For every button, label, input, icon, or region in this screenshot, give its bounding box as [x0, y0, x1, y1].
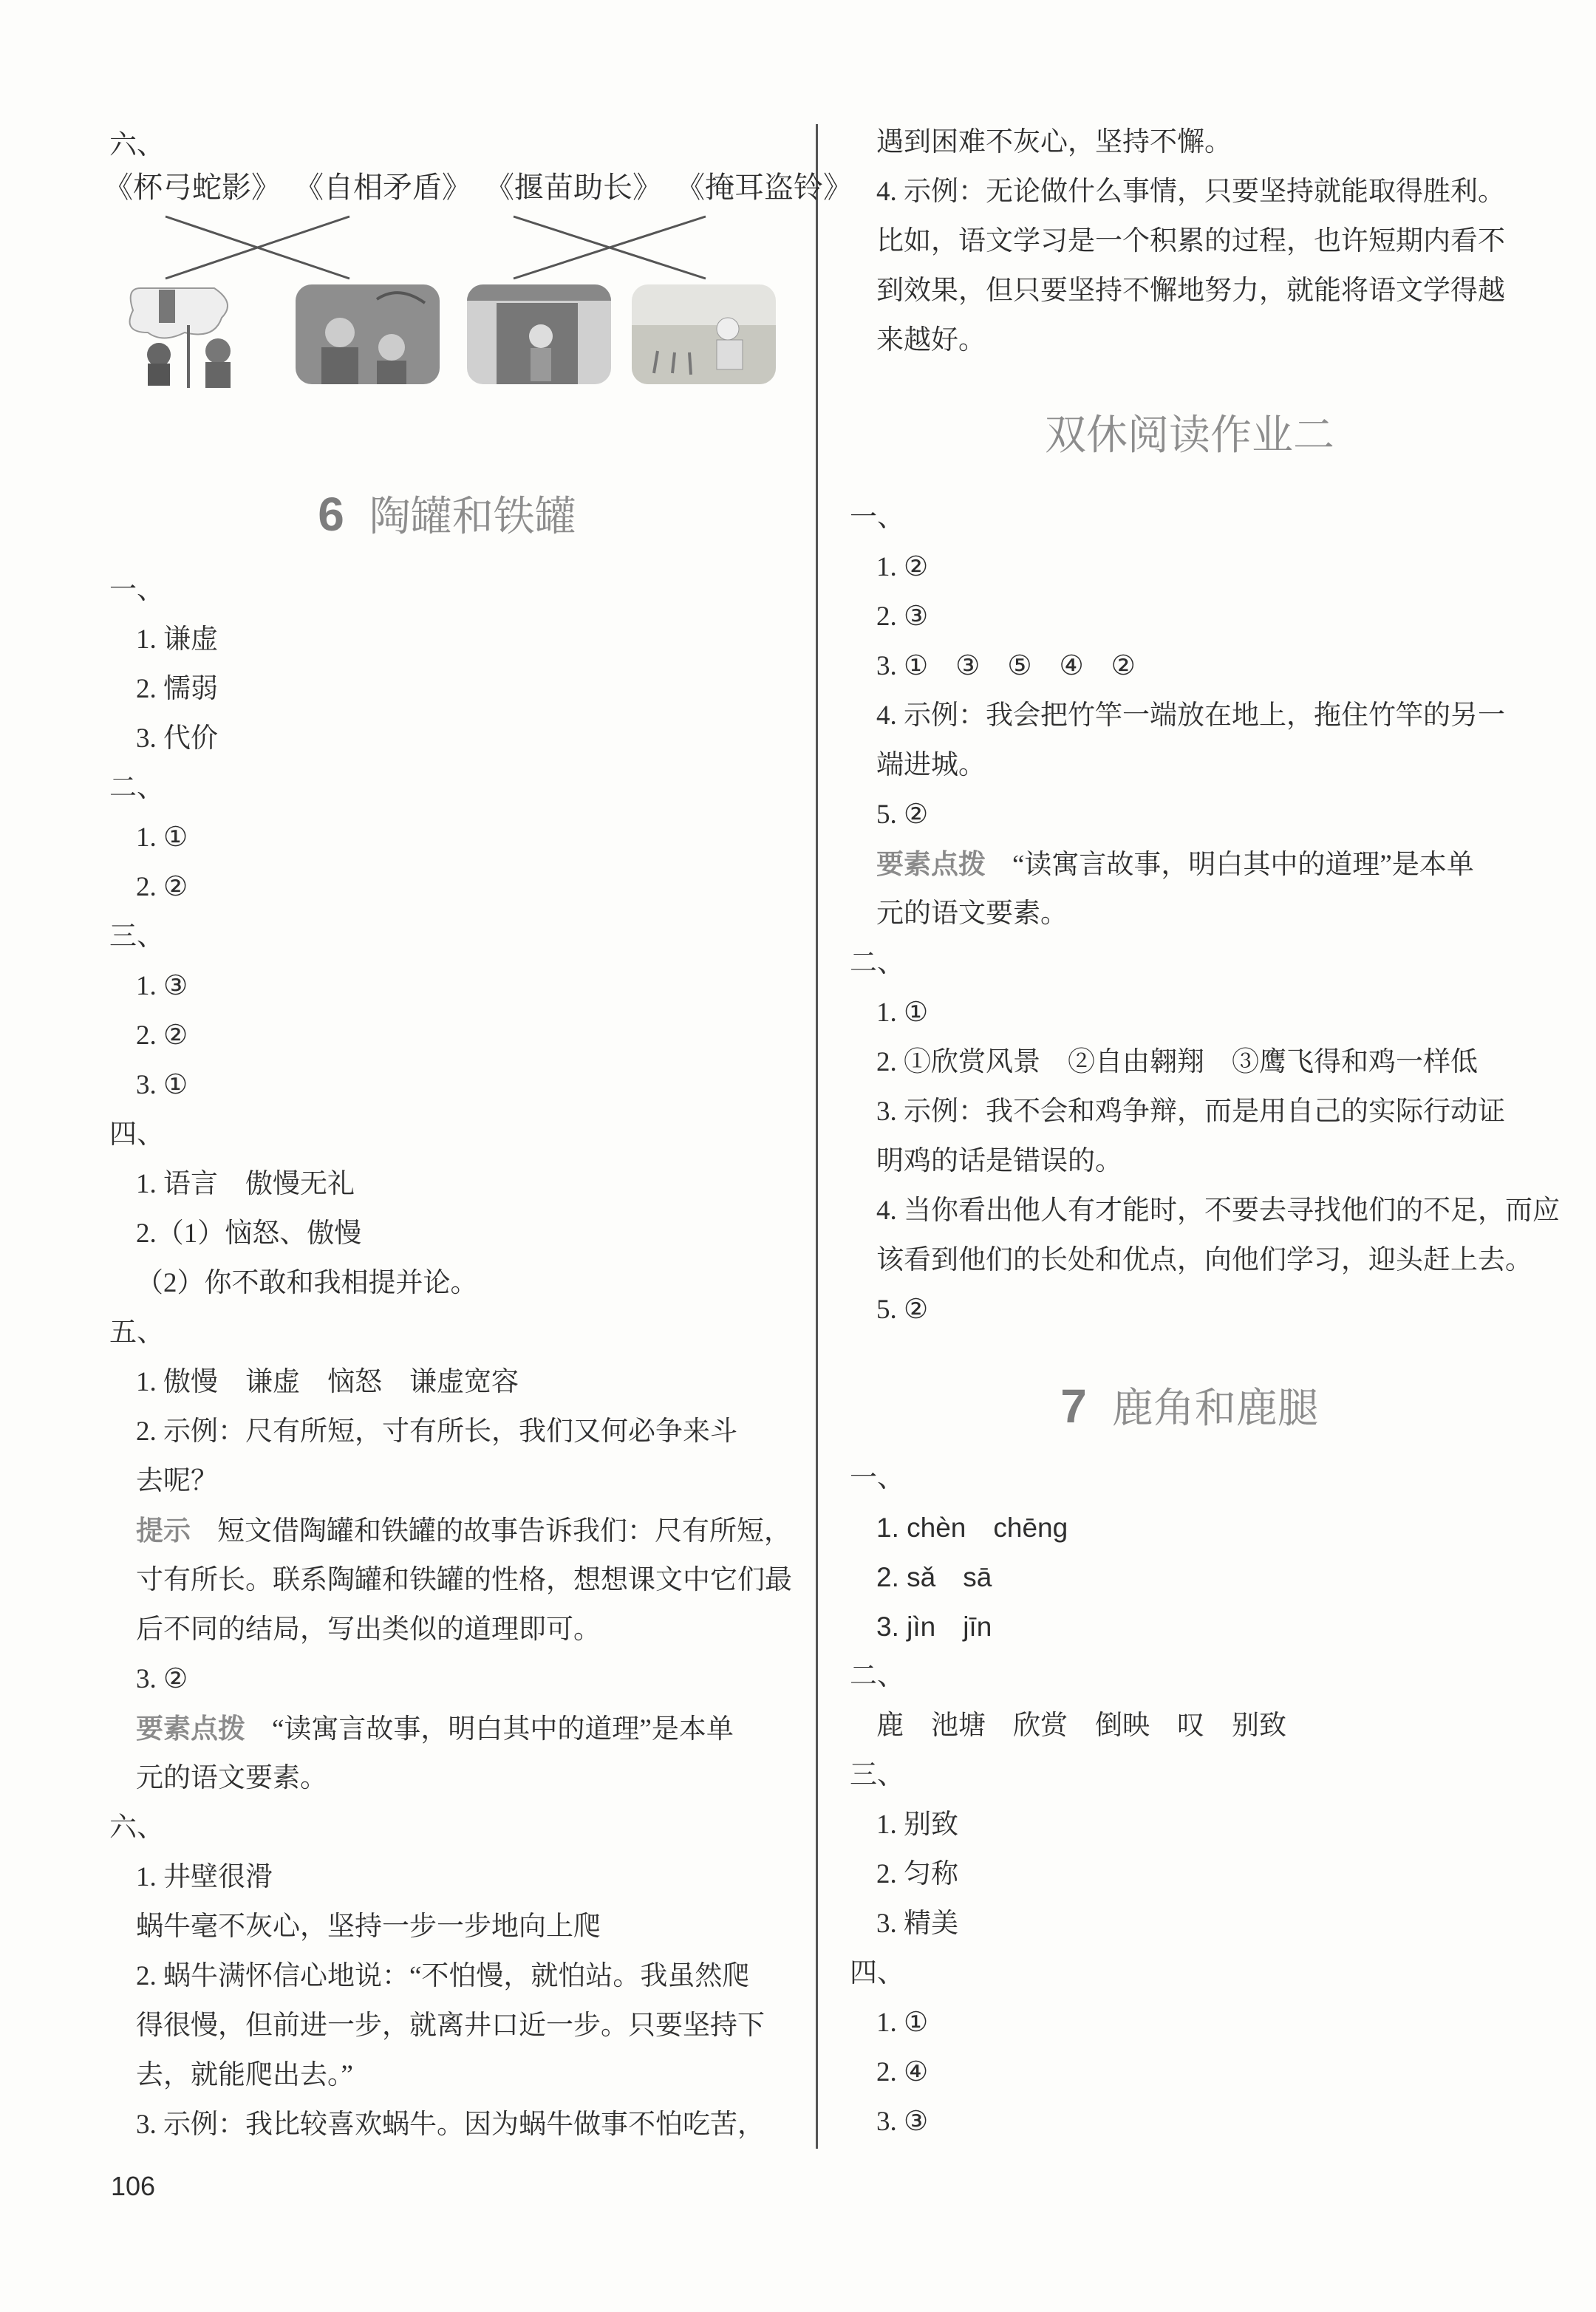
chapter-6-heading	[111, 484, 783, 543]
section-label: 一、	[850, 502, 904, 533]
key-point-label: 要素点拨	[136, 1713, 245, 1744]
chapter-7-answers	[850, 1453, 1530, 2146]
answer-line: 3. ①	[136, 1070, 188, 1100]
key-point-line	[850, 839, 1530, 889]
answer-line: 2.（1）恼怒、傲慢	[136, 1218, 362, 1249]
section-label: 三、	[850, 1760, 904, 1790]
section-label: 二、	[850, 948, 904, 978]
answer-line: 2. 匀称	[876, 1859, 958, 1889]
section-label: 三、	[109, 921, 164, 952]
key-point-text: “读寓言故事，明白其中的道理”是本单	[272, 1714, 734, 1745]
section-label: 二、	[109, 773, 164, 803]
key-point-line	[109, 1704, 789, 1753]
section-label: 五、	[109, 1317, 164, 1348]
answer-line: 3. ① ③ ⑤ ④ ②	[876, 651, 1136, 681]
answer-line: 2. ④	[876, 2057, 929, 2087]
answer-line: 来越好。	[876, 325, 986, 355]
answer-line: 2. 蜗牛满怀信心地说：“不怕慢，就怕站。我虽然爬	[136, 1961, 750, 1991]
illustration-spear-shield	[296, 284, 440, 384]
answer-line: 2. ③	[876, 601, 929, 632]
answer-line: 4. 示例：无论做什么事情，只要坚持就能取得胜利。	[876, 177, 1505, 207]
answer-line: 3. ②	[136, 1664, 188, 1694]
answer-line: 该看到他们的长处和优点，向他们学习，迎头赶上去。	[876, 1245, 1532, 1275]
answer-line: 2. sǎ sā	[876, 1562, 992, 1592]
answer-line: 1. ①	[876, 2008, 929, 2038]
tip-line	[109, 1506, 789, 1555]
illustration-cup-bow-snake	[118, 281, 273, 388]
answer-line: 蜗牛毫不灰心，坚持一步一步地向上爬	[136, 1912, 601, 1942]
section-label: 六、	[109, 130, 164, 160]
answer-line: 比如，语文学习是一个积累的过程，也许短期内看不	[876, 226, 1505, 256]
answer-line: 明鸡的话是错误的。	[876, 1146, 1122, 1176]
key-point-label: 要素点拨	[876, 849, 986, 879]
section-label: 四、	[109, 1119, 164, 1150]
key-point-text: 元的语文要素。	[136, 1763, 327, 1793]
illustration-bell-thief	[467, 284, 611, 384]
tip-label: 提示	[136, 1515, 191, 1546]
right-top-answers	[850, 117, 1530, 365]
answer-line: 1. 谦虚	[136, 624, 218, 655]
key-point-text: 元的语文要素。	[876, 898, 1068, 929]
answer-line: 去呢？	[136, 1466, 218, 1496]
answer-line: 1. ③	[136, 971, 188, 1001]
answer-line: （2）你不敢和我相提并论。	[136, 1268, 478, 1298]
answer-line: 端进城。	[876, 750, 986, 780]
answer-line: 去，就能爬出去。”	[136, 2060, 353, 2090]
answer-line: 5. ②	[876, 1295, 929, 1325]
answer-line: 到效果，但只要坚持不懈地努力，就能将语文学得越	[876, 276, 1505, 306]
answer-line: 1. chèn chēng	[876, 1513, 1068, 1543]
answer-line: 1. ②	[876, 552, 929, 582]
answer-line: 2. ①欣赏风景 ②自由翱翔 ③鹰飞得和鸡一样低	[876, 1047, 1478, 1077]
tip-text: 短文借陶罐和铁罐的故事告诉我们：尺有所短，	[217, 1516, 791, 1547]
answer-line: 3. 代价	[136, 723, 218, 754]
answer-line: 3. jìn jīn	[876, 1612, 992, 1642]
section-label: 一、	[850, 1463, 904, 1493]
answer-line: 3. ③	[876, 2107, 929, 2137]
answer-line: 3. 精美	[876, 1909, 958, 1939]
page-number: 106	[111, 2171, 156, 2201]
answer-line: 2. 懦弱	[136, 674, 218, 704]
answer-line: 3. 示例：我不会和鸡争辩，而是用自己的实际行动证	[876, 1097, 1505, 1127]
tip-text: 后不同的结局，写出类似的道理即可。	[136, 1614, 601, 1645]
answer-line: 1. ①	[136, 822, 188, 853]
chapter-title: 陶罐和铁罐	[369, 493, 576, 539]
column-divider	[816, 124, 818, 2149]
answer-line: 1. 井壁很滑	[136, 1862, 273, 1892]
section-label: 二、	[850, 1661, 904, 1691]
answer-line: 1. 别致	[876, 1810, 958, 1840]
section-label: 一、	[109, 575, 164, 605]
weekend-answers	[850, 493, 1560, 1334]
answer-line: 1. 傲慢 谦虚 恼怒 谦虚宽容	[136, 1367, 519, 1397]
answer-line: 4. 示例：我会把竹竿一端放在地上，拖住竹竿的另一	[876, 700, 1505, 731]
illustration-seedlings	[632, 284, 776, 384]
chapter-7-heading	[850, 1376, 1530, 1435]
chapter-number: 6	[318, 488, 344, 541]
chapter-title: 鹿角和鹿腿	[1111, 1385, 1319, 1431]
answer-line: 2. 示例：尺有所短，寸有所长，我们又何必争来斗	[136, 1416, 737, 1447]
story-title: 《自相矛盾》	[294, 171, 471, 204]
chapter-number: 7	[1060, 1380, 1087, 1433]
answer-line: 1. 语言 傲慢无礼	[136, 1169, 355, 1199]
answer-line: 2. ②	[136, 872, 188, 902]
story-title: 《揠苗助长》	[485, 171, 662, 204]
answer-line: 鹿 池塘 欣赏 倒映 叹 别致	[876, 1711, 1286, 1741]
section-label: 四、	[850, 1958, 904, 1988]
answer-line: 遇到困难不灰心，坚持不懈。	[876, 127, 1232, 157]
left-answers	[109, 565, 792, 2149]
answer-line: 4. 当你看出他人有才能时，不要去寻找他们的不足，而应	[876, 1196, 1560, 1226]
answer-line: 得很慢，但前进一步，就离井口近一步。只要坚持下	[136, 2011, 765, 2041]
key-point-text: “读寓言故事，明白其中的道理”是本单	[1012, 850, 1474, 880]
weekend-reading-heading	[850, 403, 1530, 462]
answer-line: 5. ②	[876, 799, 929, 830]
section-label: 六、	[109, 1813, 164, 1843]
story-title: 《杯弓蛇影》	[103, 171, 281, 204]
story-title: 《掩耳盗铃》	[675, 171, 853, 204]
heading-title: 双休阅读作业二	[1045, 412, 1334, 458]
answer-line: 3. 示例：我比较喜欢蜗牛。因为蜗牛做事不怕吃苦，	[136, 2110, 765, 2140]
answer-line: 2. ②	[136, 1020, 188, 1051]
tip-text: 寸有所长。联系陶罐和铁罐的性格，想想课文中它们最	[136, 1565, 792, 1595]
answer-line: 1. ①	[876, 998, 929, 1028]
